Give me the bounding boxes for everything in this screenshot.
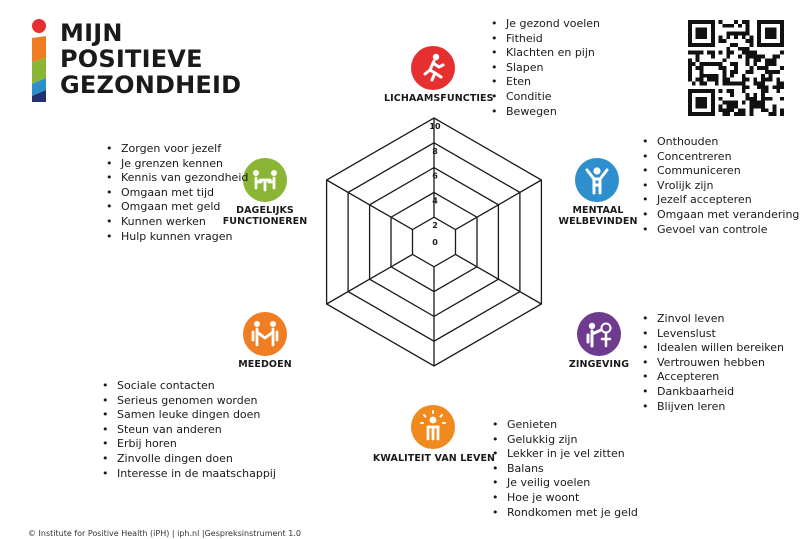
list-item: • Je grenzen kennen bbox=[105, 157, 248, 172]
list-item: • Concentreren bbox=[641, 150, 799, 165]
list-item: • Idealen willen bereiken bbox=[641, 341, 784, 356]
dim-circle-4 bbox=[243, 312, 287, 356]
logo-line-2: POSITIEVE bbox=[60, 45, 203, 73]
list-item: • Je gezond voelen bbox=[490, 17, 600, 32]
dimension-label-meedoen: MEEDOEN bbox=[238, 359, 292, 370]
dimension-label-line: MENTAAL bbox=[572, 205, 624, 216]
list-item: • Genieten bbox=[491, 418, 638, 433]
list-item: • Accepteren bbox=[641, 370, 784, 385]
footer-copyright: © Institute for Positive Health (iPH) | iph.nl |Gespreksinstrument 1.0 bbox=[28, 529, 301, 538]
dimension-label-lichaamsfuncties: LICHAAMSFUNCTIES bbox=[384, 93, 494, 104]
list-item: • Steun van anderen bbox=[101, 423, 276, 438]
list-item: • Lekker in je vel zitten bbox=[491, 447, 638, 462]
list-item: • Levenslust bbox=[641, 327, 784, 342]
list-item: • Onthouden bbox=[641, 135, 799, 150]
list-item: • Gevoel van controle bbox=[641, 223, 799, 238]
list-item: • Slapen bbox=[490, 61, 600, 76]
list-zingeving bbox=[641, 312, 784, 414]
list-item: • Gelukkig zijn bbox=[491, 433, 638, 448]
list-item: • Vrolijk zijn bbox=[641, 179, 799, 194]
dimension-label-line: DAGELIJKS bbox=[236, 205, 294, 216]
list-item: • Klachten en pijn bbox=[490, 46, 600, 61]
radar-tick-label: 8 bbox=[432, 146, 438, 156]
sparkling-person-icon bbox=[411, 405, 455, 449]
radar-tick-label: 2 bbox=[432, 221, 438, 231]
list-item: • Kennis van gezondheid bbox=[105, 171, 248, 186]
radar-tick-label: 10 bbox=[429, 122, 441, 131]
list-item: • Zinvol leven bbox=[641, 312, 784, 327]
list-lichaamsfuncties bbox=[490, 17, 600, 119]
list-item: • Vertrouwen hebben bbox=[641, 356, 784, 371]
radar-scale-labels bbox=[429, 122, 441, 247]
list-item: • Fitheid bbox=[490, 32, 600, 47]
logo-line-3: GEZONDHEID bbox=[60, 71, 242, 99]
list-item: • Serieus genomen worden bbox=[101, 394, 276, 409]
dim-circle-0 bbox=[411, 46, 455, 90]
list-item: • Rondkomen met je geld bbox=[491, 506, 638, 521]
list-item: • Omgaan met verandering bbox=[641, 208, 799, 223]
running-person-icon bbox=[411, 46, 455, 90]
list-item: • Dankbaarheid bbox=[641, 385, 784, 400]
list-item: • Sociale contacten bbox=[101, 379, 276, 394]
list-item: • Samen leuke dingen doen bbox=[101, 408, 276, 423]
list-kwaliteit-van-leven bbox=[491, 418, 638, 520]
radar-tick-label: 6 bbox=[432, 171, 438, 181]
person-with-target-icon bbox=[577, 312, 621, 356]
list-item: • Erbij horen bbox=[101, 437, 276, 452]
radar-tick-label: 0 bbox=[432, 238, 438, 247]
list-mentaal-welbevinden bbox=[641, 135, 799, 237]
list-item: • Kunnen werken bbox=[105, 215, 248, 230]
dimension-label-kwaliteit-van-leven: KWALITEIT VAN LEVEN bbox=[372, 453, 496, 464]
list-meedoen bbox=[101, 379, 276, 481]
list-item: • Hulp kunnen vragen bbox=[105, 230, 248, 245]
two-people-icon bbox=[243, 312, 287, 356]
person-raised-arms-icon bbox=[575, 158, 619, 202]
list-item: • Zinvolle dingen doen bbox=[101, 452, 276, 467]
list-item: • Bewegen bbox=[490, 105, 600, 120]
dimension-label-mentaal-welbevinden bbox=[548, 205, 648, 227]
list-item: • Je veilig voelen bbox=[491, 476, 638, 491]
list-item: • Zorgen voor jezelf bbox=[105, 142, 248, 157]
list-item: • Blijven leren bbox=[641, 400, 784, 415]
list-item: • Omgaan met tijd bbox=[105, 186, 248, 201]
list-item: • Conditie bbox=[490, 90, 600, 105]
list-item: • Communiceren bbox=[641, 164, 799, 179]
dim-circle-2 bbox=[577, 312, 621, 356]
list-item: • Interesse in de maatschappij bbox=[101, 467, 276, 482]
dimension-label-line: FUNCTIONEREN bbox=[222, 216, 308, 227]
list-item: • Balans bbox=[491, 462, 638, 477]
list-item: • Omgaan met geld bbox=[105, 200, 248, 215]
list-item: • Jezelf accepteren bbox=[641, 193, 799, 208]
radar-tick-label: 4 bbox=[432, 196, 438, 206]
people-at-table-icon bbox=[243, 158, 287, 202]
dimension-label-line: WELBEVINDEN bbox=[558, 216, 638, 227]
list-item: • Eten bbox=[490, 75, 600, 90]
list-item: • Hoe je woont bbox=[491, 491, 638, 506]
logo-line-1: MIJN bbox=[60, 19, 123, 47]
dimension-label-zingeving: ZINGEVING bbox=[568, 359, 630, 370]
list-dagelijks-functioneren bbox=[105, 142, 248, 244]
